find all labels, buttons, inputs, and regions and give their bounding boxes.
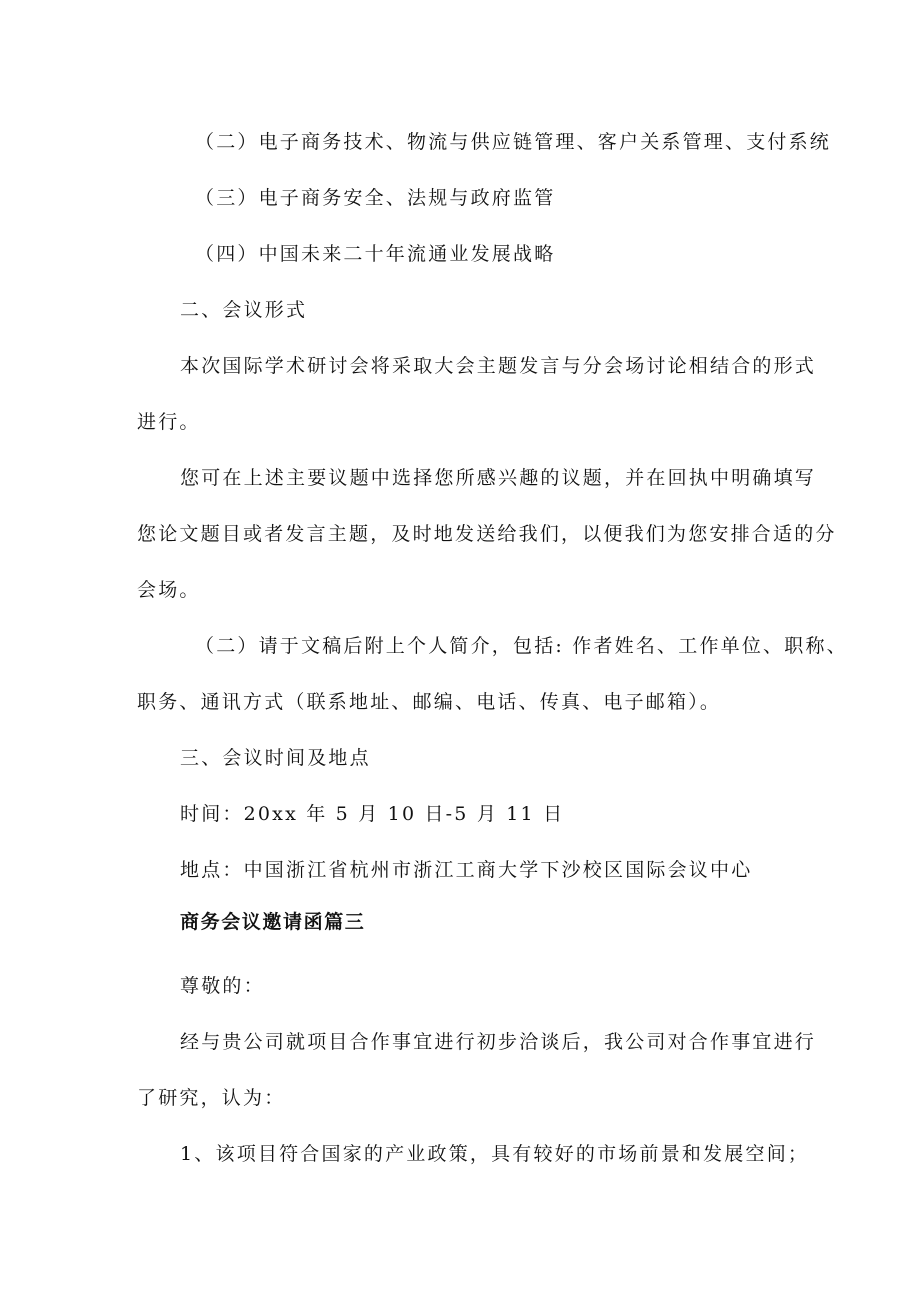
section-heading-format: 二、会议形式 [180,299,308,321]
topic-item-4: （四）中国未来二十年流通业发展战略 [195,243,556,265]
body-paragraph-1-line-2: 了研究，认为： [137,1087,286,1109]
section-heading-time-place: 三、会议时间及地点 [180,747,371,769]
format-paragraph-2-line-3: 会场。 [137,579,201,601]
format-paragraph-2-line-1: 您可在上述主要议题中选择您所感兴趣的议题，并在回执中明确填写 [180,467,817,489]
format-paragraph-1-line-1: 本次国际学术研讨会将采取大会主题发言与分会场讨论相结合的形式 [180,355,817,377]
salutation: 尊敬的： [180,975,265,997]
format-paragraph-1-line-2: 进行。 [137,411,201,433]
body-point-1: 1、该项目符合国家的产业政策，具有较好的市场前景和发展空间； [180,1143,810,1165]
meeting-place: 地点：中国浙江省杭州市浙江工商大学下沙校区国际会议中心 [180,859,753,881]
format-paragraph-2-line-2: 您论文题目或者发言主题，及时地发送给我们，以便我们为您安排合适的分 [137,523,837,545]
format-paragraph-3-line-1: （二）请于文稿后附上个人简介，包括: 作者姓名、工作单位、职称、 [195,635,848,657]
article-title: 商务会议邀请函篇三 [180,911,366,933]
body-paragraph-1-line-1: 经与贵公司就项目合作事宜进行初步洽谈后，我公司对合作事宜进行 [180,1031,817,1053]
topic-item-3: （三）电子商务安全、法规与政府监管 [195,187,556,209]
format-paragraph-3-line-2: 职务、通讯方式（联系地址、邮编、电话、传真、电子邮箱）。 [137,691,722,713]
meeting-time: 时间：20xx 年 5 月 10 日-5 月 11 日 [180,803,565,825]
topic-item-2: （二）电子商务技术、物流与供应链管理、客户关系管理、支付系统 [195,131,832,153]
